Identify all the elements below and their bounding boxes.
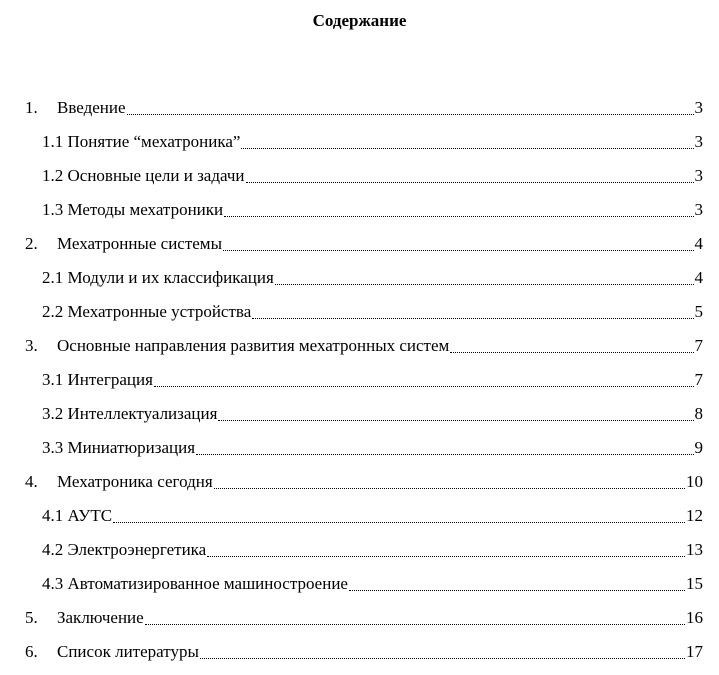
toc-entry-page: 4 [694, 268, 703, 287]
toc-entry-number: 2. [25, 234, 38, 253]
toc-entry[interactable] [0, 335, 719, 369]
toc-entry[interactable] [0, 165, 719, 199]
toc-entry-page: 7 [694, 336, 703, 355]
toc-entry-label: Заключение [57, 608, 144, 627]
toc-entry[interactable] [0, 437, 719, 471]
toc-entry-label: 1.2 Основные цели и задачи [42, 166, 245, 185]
toc-entry-page: 8 [694, 404, 703, 423]
toc-entry[interactable] [0, 267, 719, 301]
page-title: Содержание [312, 11, 407, 30]
dot-leader [127, 114, 694, 115]
toc-entry-label: Мехатроника сегодня [57, 472, 213, 491]
toc-entry-page: 3 [694, 200, 703, 219]
dot-leader [246, 182, 694, 183]
toc-entry[interactable] [0, 403, 719, 437]
toc-entry-label: 3.2 Интеллектуализация [42, 404, 218, 423]
toc-entry-page: 5 [694, 302, 703, 321]
dot-leader [214, 488, 685, 489]
toc-entry[interactable] [0, 573, 719, 607]
toc-entry-number: 1. [25, 98, 38, 117]
toc-entry-page: 10 [686, 472, 703, 491]
toc-entry-label: 3.1 Интеграция [42, 370, 153, 389]
dot-leader [224, 216, 693, 217]
toc-entry-label: Список литературы [57, 642, 199, 661]
dot-leader [252, 318, 693, 319]
dot-leader [275, 284, 694, 285]
dot-leader [200, 658, 685, 659]
toc-entry-label: 2.1 Модули и их классификация [42, 268, 274, 287]
toc-entry-page: 12 [686, 506, 703, 525]
toc-entry-label: 4.2 Электроэнергетика [42, 540, 207, 559]
toc-entry[interactable] [0, 199, 719, 233]
toc-entry-page: 15 [686, 574, 703, 593]
toc-entry-page: 17 [686, 642, 703, 661]
toc-entry[interactable] [0, 539, 719, 573]
toc-entry[interactable] [0, 505, 719, 539]
toc-entry-label: 1.3 Методы мехатроники [42, 200, 224, 219]
toc-entry-number: 6. [25, 642, 38, 661]
dot-leader [450, 352, 693, 353]
toc-entry-page: 4 [694, 234, 703, 253]
toc-entry-label: 4.1 АУТС [42, 506, 113, 525]
dot-leader [218, 420, 693, 421]
dot-leader [154, 386, 694, 387]
toc-entry[interactable] [0, 369, 719, 403]
toc-entry[interactable] [0, 301, 719, 335]
toc-entry-page: 3 [694, 166, 703, 185]
toc-entry[interactable] [0, 233, 719, 267]
toc-entry[interactable] [0, 641, 719, 675]
toc-entry[interactable] [0, 97, 719, 131]
toc-entry-label: Основные направления развития мехатронных систем [57, 336, 450, 355]
toc-entry-label: 1.1 Понятие “мехатроника” [42, 132, 241, 151]
toc-entry-label: Введение [57, 98, 126, 117]
toc-entry-number: 4. [25, 472, 38, 491]
toc-entry-label: 2.2 Мехатронные устройства [42, 302, 252, 321]
toc-entry-number: 3. [25, 336, 38, 355]
toc-entry[interactable] [0, 471, 719, 505]
toc-entry[interactable] [0, 607, 719, 641]
toc-entry-page: 7 [694, 370, 703, 389]
dot-leader [207, 556, 685, 557]
toc-entry[interactable] [0, 131, 719, 165]
dot-leader [223, 250, 694, 251]
toc-entry-label: 4.3 Автоматизированное машиностроение [42, 574, 348, 593]
dot-leader [196, 454, 693, 455]
toc-entry-label: Мехатронные системы [57, 234, 222, 253]
toc-entry-page: 3 [694, 132, 703, 151]
dot-leader [113, 522, 685, 523]
toc-entry-page: 9 [694, 438, 703, 457]
toc-entry-page: 3 [694, 98, 703, 117]
dot-leader [349, 590, 685, 591]
table-of-contents [0, 97, 719, 675]
toc-entry-page: 13 [686, 540, 703, 559]
toc-entry-label: 3.3 Миниатюризация [42, 438, 196, 457]
toc-entry-page: 16 [686, 608, 703, 627]
dot-leader [241, 148, 693, 149]
toc-entry-number: 5. [25, 608, 38, 627]
dot-leader [145, 624, 685, 625]
